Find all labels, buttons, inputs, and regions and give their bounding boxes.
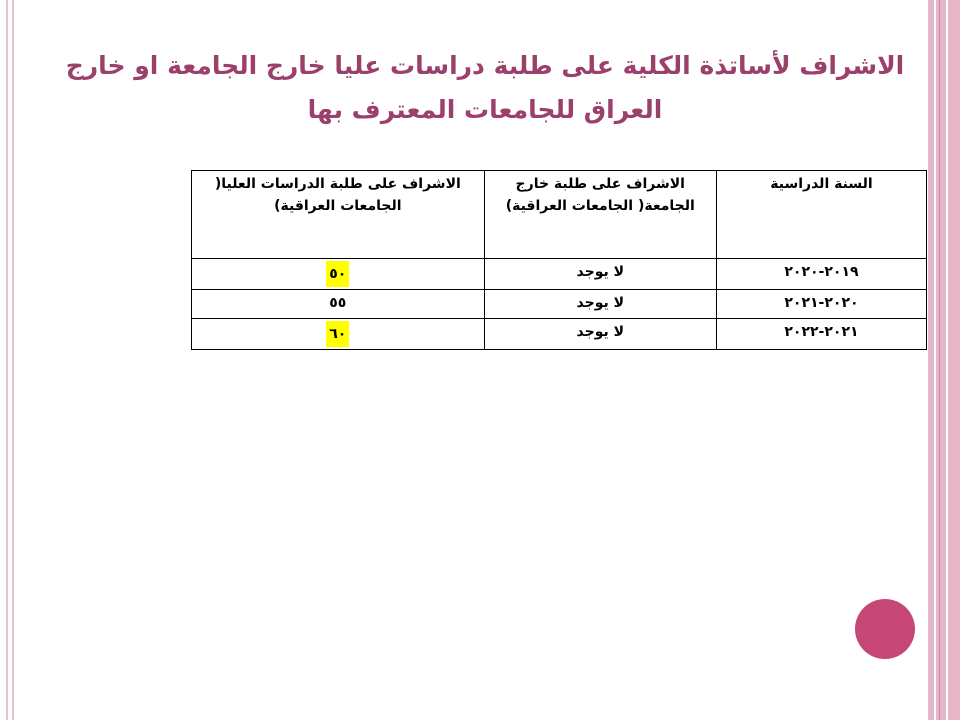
cell-iraqi-universities xyxy=(192,259,485,290)
header-outside-university: الاشراف على طلبة خارج الجامعة( الجامعات العراقية) xyxy=(484,171,716,259)
left-border-line xyxy=(6,0,8,720)
cell-year: ٢٠٢٠-٢٠٢١ xyxy=(716,290,926,319)
table-header-row xyxy=(192,171,927,259)
cell-outside-university: لا يوجد xyxy=(484,290,716,319)
supervision-table xyxy=(191,170,927,350)
cell-year: ٢٠٢١-٢٠٢٢ xyxy=(716,319,926,350)
right-border-stripe xyxy=(946,0,948,720)
table-row xyxy=(192,259,927,290)
slide-title: الاشراف لأساتذة الكلية على طلبة دراسات عليا خارج الجامعة او خارج العراق للجامعات المعترف بها xyxy=(65,51,905,124)
table-row xyxy=(192,290,927,319)
highlighted-value: ٦٠ xyxy=(326,321,349,347)
cell-iraqi-universities xyxy=(192,290,485,319)
right-border-stripe xyxy=(939,0,940,720)
decorative-circle xyxy=(855,599,915,659)
header-iraqi-universities: الاشراف على طلبة الدراسات العليا( الجامعات العراقية) xyxy=(192,171,485,259)
cell-outside-university: لا يوجد xyxy=(484,259,716,290)
table-row xyxy=(192,319,927,350)
right-border-band xyxy=(928,0,960,720)
cell-year: ٢٠١٩-٢٠٢٠ xyxy=(716,259,926,290)
left-border-line xyxy=(12,0,14,720)
cell-outside-university: لا يوجد xyxy=(484,319,716,350)
header-year: السنة الدراسية xyxy=(716,171,926,259)
cell-iraqi-universities xyxy=(192,319,485,350)
right-border-stripe xyxy=(934,0,936,720)
value: ٥٥ xyxy=(329,295,347,311)
highlighted-value: ٥٠ xyxy=(326,261,349,287)
